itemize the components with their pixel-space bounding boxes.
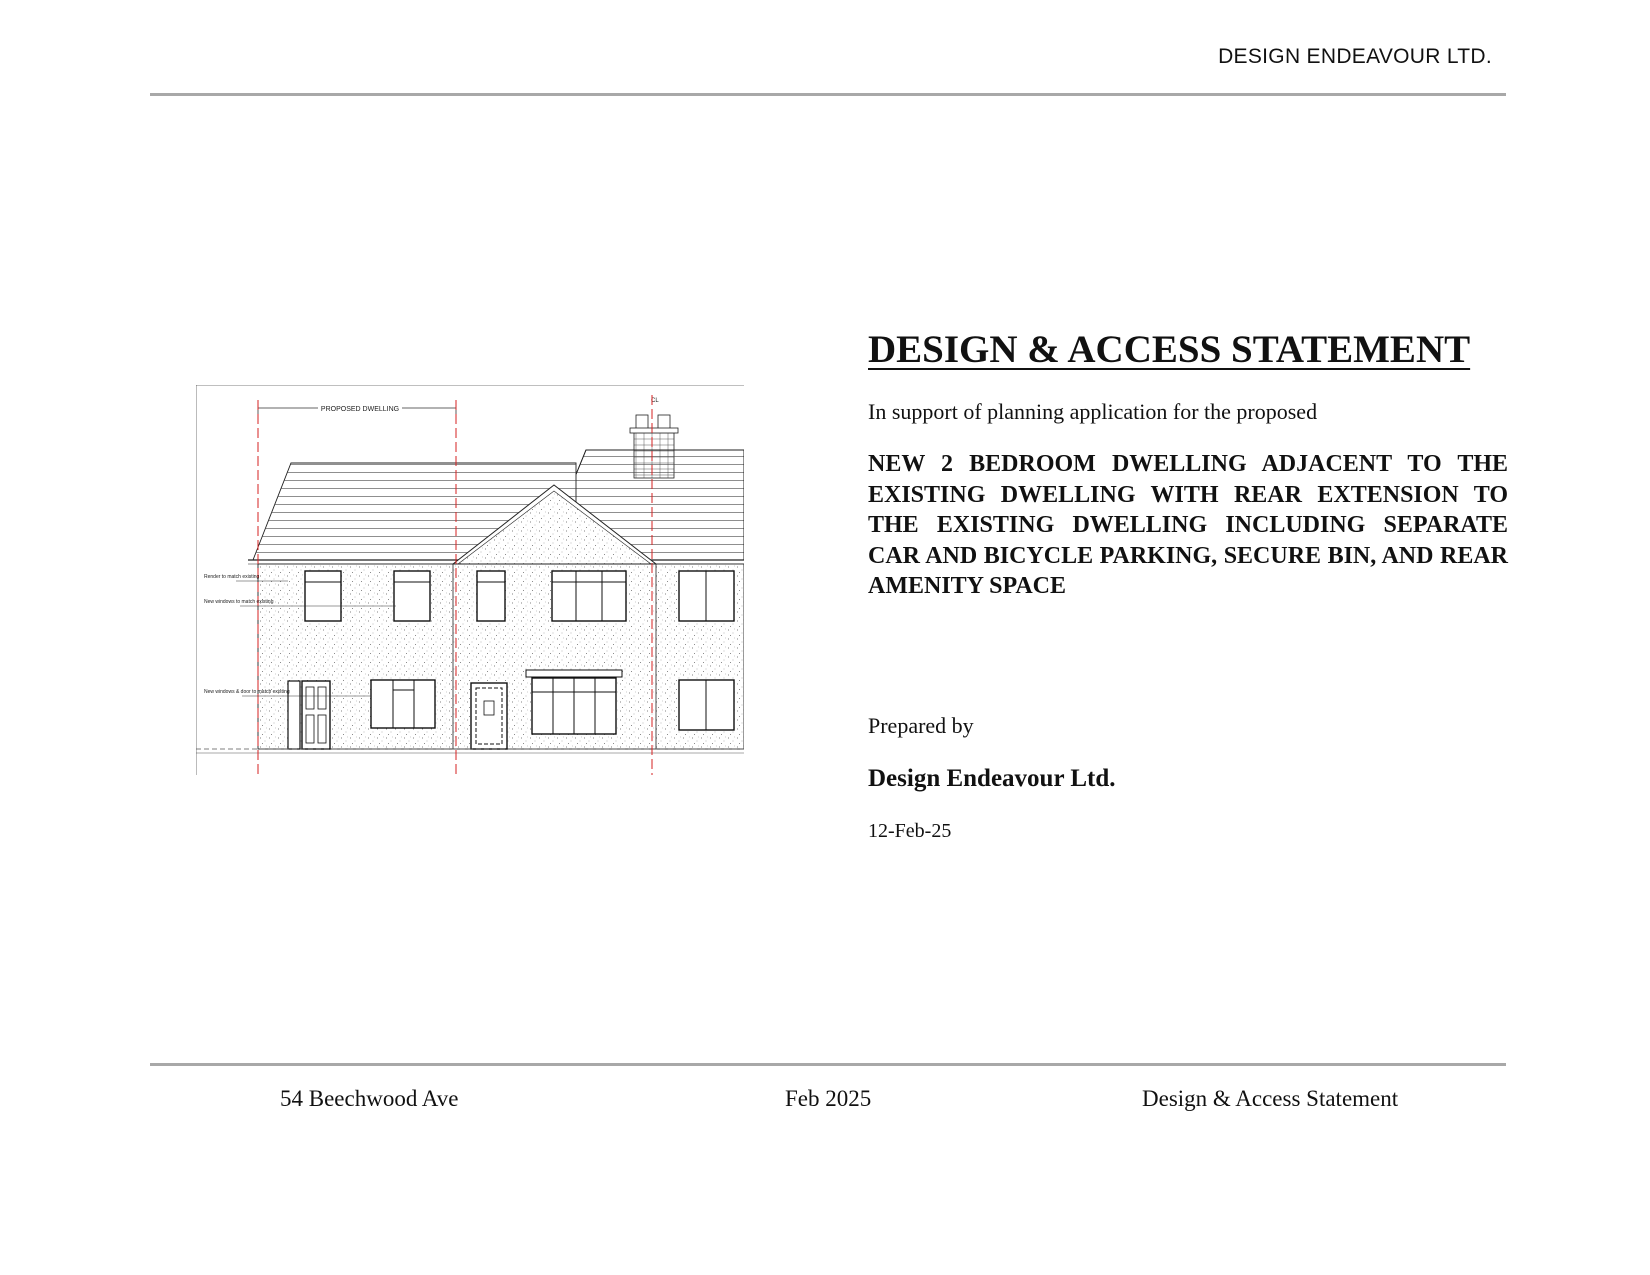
document-date: 12-Feb-25 — [868, 820, 952, 842]
document-title: DESIGN & ACCESS STATEMENT — [868, 328, 1471, 371]
house-elevation-drawing — [196, 385, 744, 775]
windows-annotation: New windows to match existing — [204, 599, 274, 605]
footer-divider — [150, 1063, 1506, 1066]
footer-title: Design & Access Statement — [1142, 1086, 1399, 1111]
header-company-name: DESIGN ENDEAVOUR LTD. — [1218, 45, 1492, 68]
preparer-company: Design Endeavour Ltd. — [868, 765, 1116, 792]
render-annotation: Render to match existing — [204, 574, 260, 580]
support-text: In support of planning application for the proposed — [868, 399, 1318, 424]
windows-door-annotation: New windows & door to match existing — [204, 689, 290, 695]
footer-address: 54 Beechwood Ave — [280, 1086, 459, 1111]
footer-date: Feb 2025 — [785, 1086, 872, 1111]
prepared-by-label: Prepared by — [868, 713, 974, 738]
dimension-label: PROPOSED DWELLING — [320, 406, 400, 413]
header-divider — [150, 93, 1506, 96]
centerline-label: CL — [651, 398, 659, 404]
proposal-description: NEW 2 BEDROOM DWELLING ADJACENT TO THE EXISTING DWELLING WITH REAR EXTENSION TO THE EXISTING DWELLING INCLUDING SEPARATE CAR AND BICYCLE PARKING, SECURE BIN, AND REAR AMENITY SPACE — [868, 451, 1508, 599]
